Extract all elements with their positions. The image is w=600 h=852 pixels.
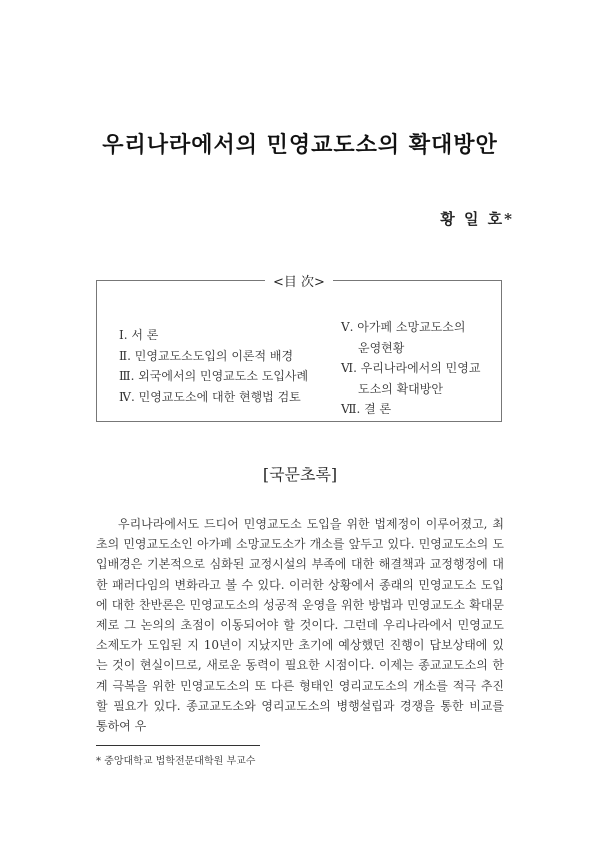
toc-item: Ⅲ. 외국에서의 민영교도소 도입사례 bbox=[119, 369, 309, 383]
paper-title: 우리나라에서의 민영교도소의 확대방안 bbox=[102, 132, 498, 158]
toc-item: Ⅱ. 민영교도소도입의 이론적 배경 bbox=[119, 348, 294, 363]
toc-header: <目 次> bbox=[265, 275, 333, 290]
footnote: * 중앙대학교 법학전문대학원 부교수 bbox=[96, 756, 256, 767]
abstract-paragraph: 우리나라에서도 드디어 민영교도소 도입을 위한 법제정이 이루어졌고, 최초의 민영교도소인 아가페 소망교도소가 개소를 앞두고 있다. 민영교도소의 도입배경은 기본적으로 심화된 교정시설의 부족에 대한 해결책과 교정행정에 대한 패러다임의 변화라고 볼 수 있다. 이러한 상황에서 종래의 민영교도소 도입에 대한 찬반론은 민영교도소의 성공적 운영을 위한 방법과 민영교도소 확대문제로 그 논의의 초점이 이동되어야 할 것이다. 그런데 우리나라에서 민영교도소제도가 도입된 지 10년이 지났지만 초기에 예상했던 진행이 답보상태에 있는 것이 현실이므로, 새로운 동력이 필요한 시점이다. 이제는 종교교도소의 한계 극복을 위한 민영교도소의 또 다른 형태인 영리교도소의 개소를 적극 추진할 필요가 있다. 종교교도소와 영리교도소의 병행설립과 경쟁을 통한 비교를 통하여 우 bbox=[96, 517, 504, 734]
toc-item: Ⅰ. 서 론 bbox=[119, 328, 159, 342]
author-name: 황 일 호* bbox=[440, 210, 514, 228]
abstract-body bbox=[96, 514, 504, 736]
table-of-contents bbox=[96, 275, 502, 422]
toc-item: Ⅶ. 결 론 bbox=[341, 402, 392, 416]
toc-item-continuation: 도소의 확대방안 bbox=[358, 381, 443, 396]
toc-item: Ⅴ. 아가페 소망교도소의 bbox=[341, 320, 466, 334]
footnote-divider bbox=[96, 745, 260, 746]
toc-item: Ⅳ. 민영교도소에 대한 현행법 검토 bbox=[119, 389, 301, 404]
toc-right-column bbox=[341, 317, 480, 420]
toc-left-column bbox=[119, 325, 308, 407]
abstract-title: [국문초록] bbox=[262, 465, 338, 484]
toc-item-continuation: 운영현황 bbox=[358, 340, 405, 355]
toc-item: Ⅵ. 우리나라에서의 민영교 bbox=[341, 361, 481, 375]
